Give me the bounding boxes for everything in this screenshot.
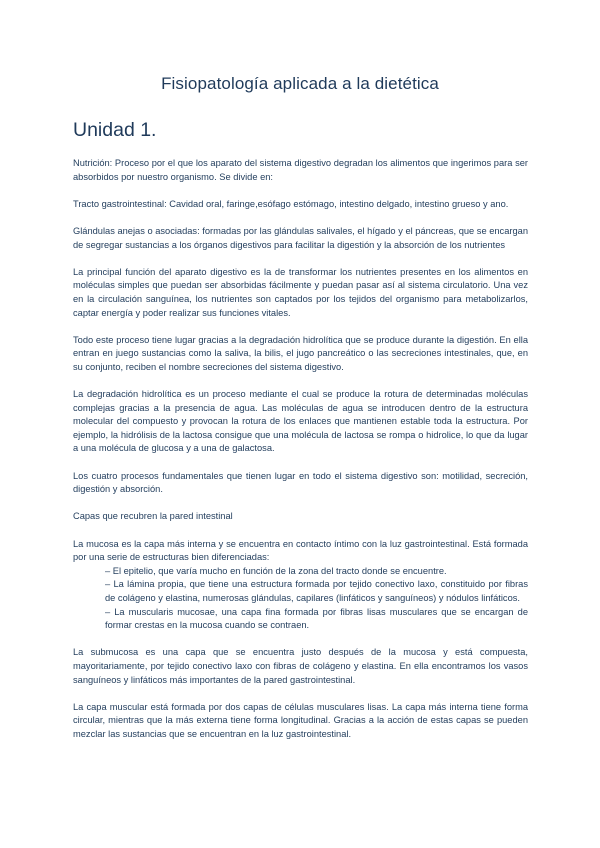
paragraph-nutricion: Nutrición: Proceso por el que los aparato del sistema digestivo degradan los alimentos que ingerimos para ser absorbidos por nuestro organismo. Se divide en: [73,158,528,182]
list-item: – El epitelio, que varía mucho en función de la zona del tracto donde se encuentre. [105,565,447,576]
unit-heading: Unidad 1. [73,119,157,141]
document-title: Fisiopatología aplicada a la dietética [161,74,439,93]
list-item: – La muscularis mucosae, una capa fina formada por fibras lisas musculares que se encargan de formar crestas en la mucosa cuando se contraen. [105,606,528,631]
paragraph-submucosa: La submucosa es una capa que se encuentra justo después de la mucosa y está compuesta, mayoritariamente, por tejido conectivo laxo con fibras de colágeno y elastina. En ella encontramos los vasos sanguíneos y linfáticos más importantes de la pared gastrointestinal. [73,647,528,685]
section-heading-capas: Capas que recubren la pared intestinal [73,511,233,522]
paragraph-mucosa: La mucosa es la capa más interna y se encuentra en contacto íntimo con la luz gastrointestinal. Está formada por una serie de estructuras bien diferenciadas: [73,538,528,563]
paragraph-glandulas: Glándulas anejas o asociadas: formadas por las glándulas salivales, el hígado y el páncreas, que se encargan de segregar sustancias a los órganos digestivos para facilitar la digestión y la absorción de los nutrientes [73,225,528,250]
list-item: – La lámina propia, que tiene una estructura formada por tejido conectivo laxo, constituido por fibras de colágeno y elastina, numerosas glándulas, capilares (linfáticos y sanguíneos) y nódulos linfáticos. [105,579,528,603]
paragraph-tracto: Tracto gastrointestinal: Cavidad oral, faringe,esófago estómago, intestino delgado, intestino grueso y ano. [73,198,509,209]
paragraph-proceso: Todo este proceso tiene lugar gracias a la degradación hidrolítica que se produce durante la digestión. En ella entran en juego sustancias como la saliva, la bilis, el jugo pancreático o las secreciones intestinales, que, en su conjunto, reciben el nombre secreciones del sistema digestivo. [73,334,528,372]
paragraph-muscular: La capa muscular está formada por dos capas de células musculares lisas. La capa más interna tiene forma circular, mientras que la más externa tiene forma longitudinal. Gracias a la acción de estas capas se pueden mezclar las sustancias que se encuentran en la luz gastrointestinal. [73,701,528,739]
mucosa-list [73,565,528,633]
document-body [73,157,528,755]
paragraph-funcion: La principal función del aparato digestivo es la de transformar los nutrientes presentes en los alimentos en moléculas simples que puedan ser absorbidas fácilmente y puedan pasar así al sistema circulatorio. Una vez en la circulación sanguínea, los nutrientes son captados por los tejidos del organismo para metabolizarlos, captar energía y poder realizar sus funciones vitales. [73,266,528,318]
paragraph-procesos: Los cuatro procesos fundamentales que tienen lugar en todo el sistema digestivo son: motilidad, secreción, digestión y absorción. [73,470,528,495]
paragraph-degradacion: La degradación hidrolítica es un proceso mediante el cual se produce la rotura de determinadas moléculas complejas gracias a la presencia de agua. Las moléculas de agua se introducen dentro de la estructura molecular del compuesto y provocan la rotura de los enlaces que mantienen estable toda la estructura. Por ejemplo, la hidrólisis de la lactosa consigue que una molécula de lactosa se rompa o hidrolice, lo que da lugar a una molécula de glucosa y a una de galactosa. [73,389,528,454]
